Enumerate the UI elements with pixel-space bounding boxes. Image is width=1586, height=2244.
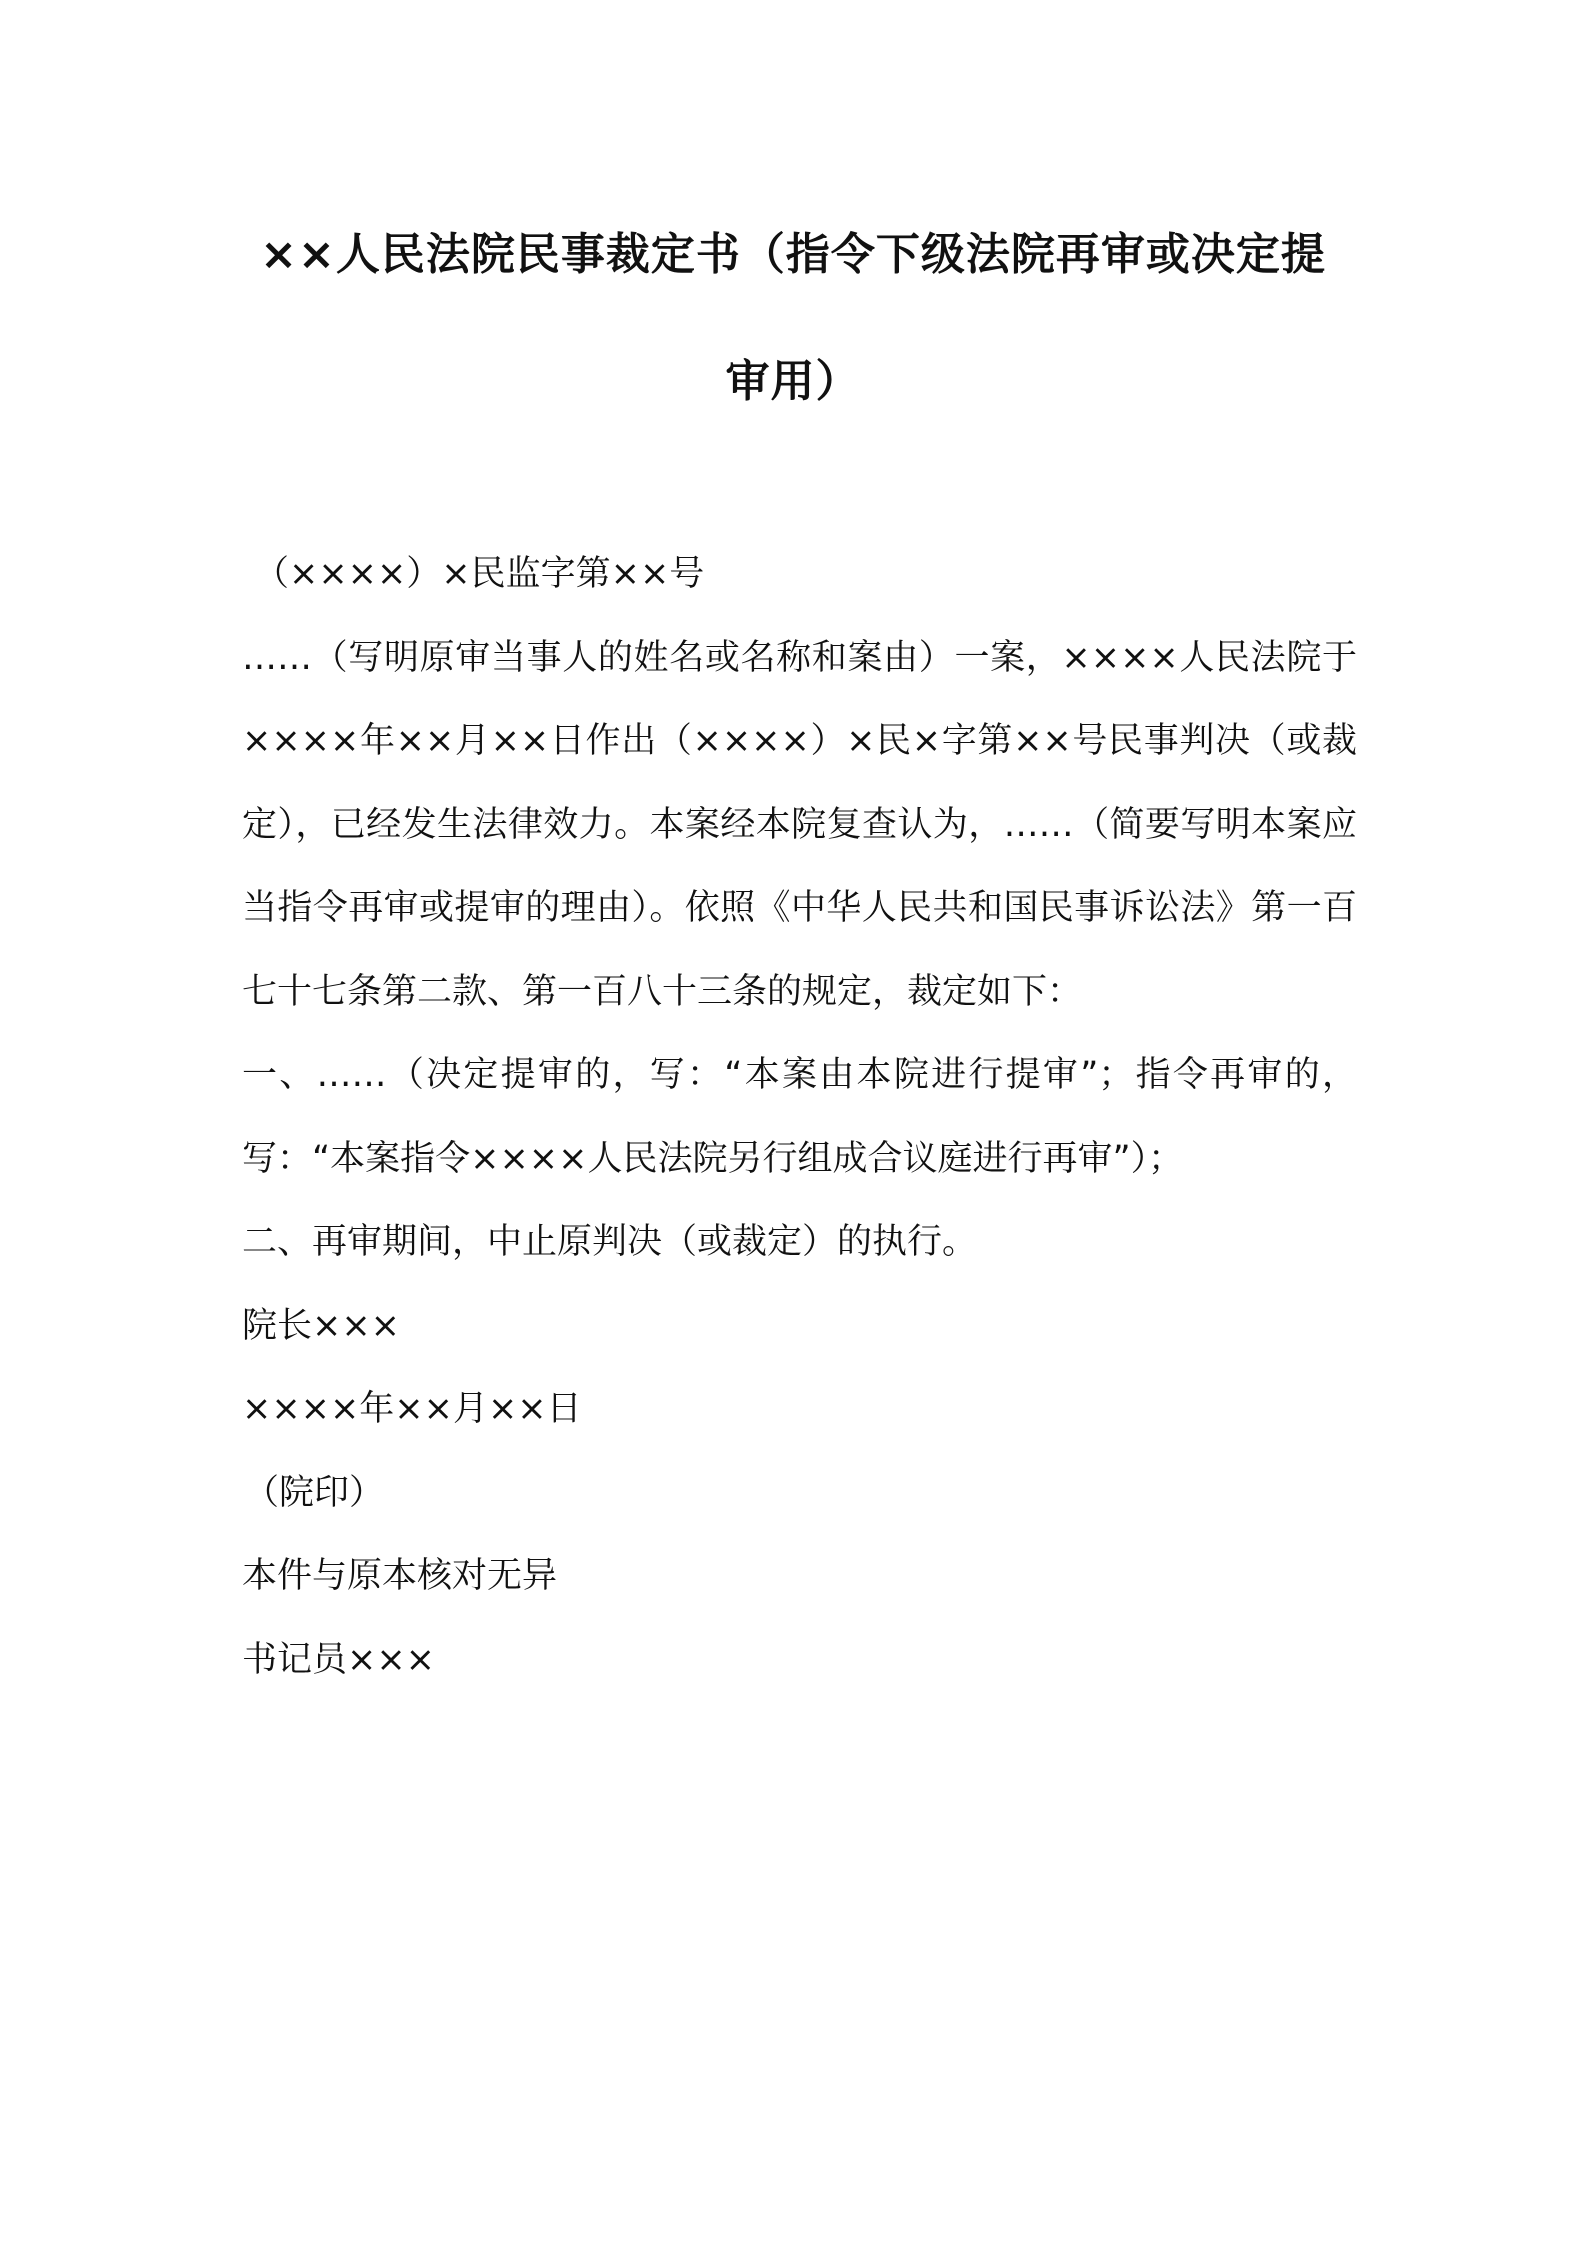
order-item-1: 一、……（决定提审的，写：“本案由本院进行提审”；指令再审的，写：“本案指令××××人民法院另行组成合议庭进行再审”）； (242, 1055, 1357, 1179)
ruling-paragraph: ……（写明原审当事人的姓名或名称和案由）一案，××××人民法院于××××年××月××日作出（××××）×民×字第××号民事判决（或裁定），已经发生法律效力。本案经本院复查认为，……（简要写明本案应当指令再审或提审的理由）。依照《中华人民共和国民事诉讼法》第一百七十七条第二款、第一百八十三条的规定，裁定如下： (242, 637, 1357, 1012)
document-title-continued: 审用） (725, 356, 861, 407)
court-clerk: 书记员××× (242, 1639, 435, 1680)
case-number: （××××）×民监字第××号 (254, 554, 705, 594)
document-title: ××人民法院民事裁定书（指令下级法院再审或决定提 (260, 229, 1326, 280)
order-item-2: 二、再审期间，中止原判决（或裁定）的执行。 (242, 1222, 978, 1262)
court-seal: （院印） (244, 1472, 385, 1513)
document-body (242, 533, 1357, 1702)
court-president: 院长××× (242, 1305, 400, 1346)
certification-note: 本件与原本核对无异 (242, 1556, 558, 1596)
ruling-date: ××××年××月××日 (242, 1389, 582, 1429)
